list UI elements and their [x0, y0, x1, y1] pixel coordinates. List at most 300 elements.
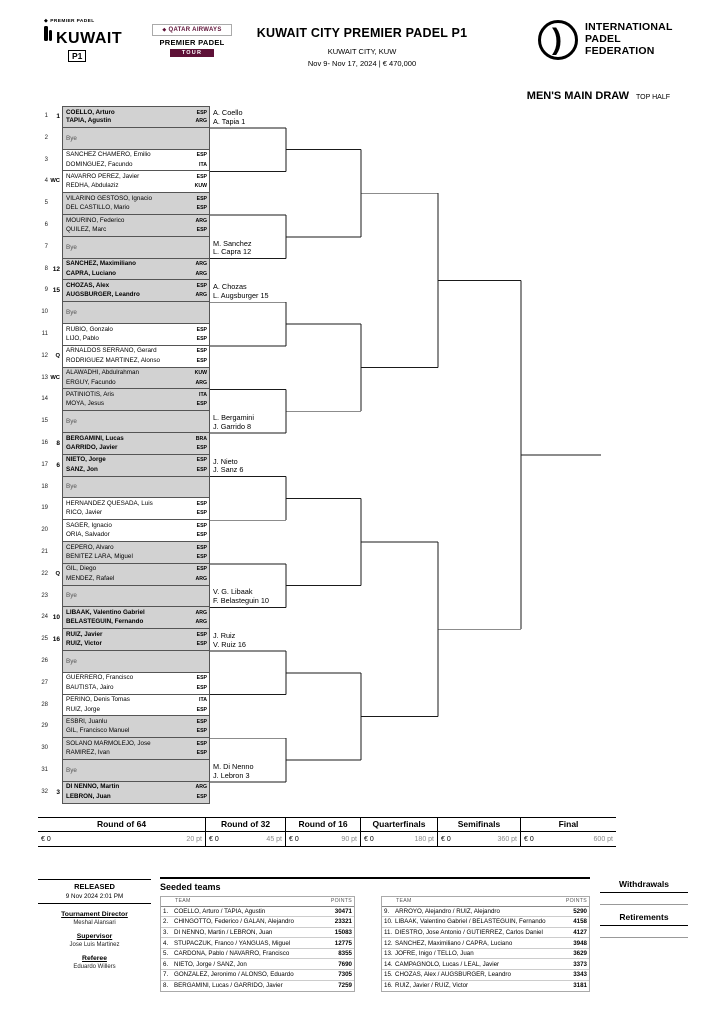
seeded-rank: 13.: [384, 950, 393, 958]
country-code: ARG: [195, 575, 207, 582]
official-role-title: Supervisor: [76, 933, 113, 940]
premier-padel-wordmark: PREMIER PADEL: [159, 38, 225, 47]
round-prize: € 0: [41, 835, 51, 843]
team-line: [63, 182, 209, 190]
seeded-team-row: [382, 981, 589, 992]
seeded-team: ARROYO, Alejandro / RUIZ, Alejandro: [395, 907, 500, 915]
team-box: [62, 498, 210, 520]
player-name: SANCHEZ, Maximiliano: [66, 260, 136, 268]
slot-seed: 1: [56, 113, 60, 120]
country-code: ARG: [195, 118, 207, 125]
official-role-title: Tournament Director: [61, 911, 128, 918]
slot-seed: 3: [56, 788, 60, 796]
team-line: [63, 226, 209, 234]
slot-seed: 6: [56, 461, 60, 469]
round-prize: € 0: [209, 835, 219, 843]
round-points: 180 pt: [414, 835, 434, 843]
team-line: [63, 151, 209, 159]
bracket-slot-22: [38, 564, 210, 586]
retirements-blank-line: [600, 926, 688, 938]
seeded-tables: [160, 896, 590, 992]
official-role: [38, 955, 151, 970]
team-line: [63, 400, 209, 408]
player-name: QUILEZ, Marc: [66, 226, 107, 234]
slot-entry-marker: WC: [50, 374, 60, 381]
country-code: ITA: [199, 697, 207, 704]
country-code: ARG: [195, 217, 207, 224]
player-name: DEL CASTILLO, Mario: [66, 204, 130, 212]
player-name: DI NENNO, Martin: [66, 783, 120, 791]
seeded-points: 3629: [573, 950, 587, 958]
seeded-team-row: [161, 959, 354, 970]
r32-winner-line2: F. Belasteguin 10: [213, 596, 269, 606]
fip-wordmark-line3: FEDERATION: [585, 44, 655, 57]
team-box: [62, 651, 210, 673]
team-line: [63, 706, 209, 714]
slot-position: 3: [44, 156, 48, 163]
country-code: ITA: [199, 161, 207, 168]
seeded-rank: 10.: [384, 918, 393, 926]
seeded-team-row: [161, 970, 354, 981]
player-name: RUIZ, Jorge: [66, 705, 100, 713]
player-name: REDHA, Abdulaziz: [66, 182, 119, 190]
seeded-team: CAMPAGNOLO, Lucas / LEAL, Javier: [395, 960, 500, 968]
team-line: [63, 522, 209, 530]
round-value: [286, 832, 361, 846]
country-code: ARG: [195, 784, 207, 791]
team-line: [63, 291, 209, 299]
country-code: ARG: [195, 379, 207, 386]
draw-title: MEN'S MAIN DRAW: [526, 90, 630, 102]
seeded-points: 8355: [338, 950, 352, 958]
bracket-slot-31: [38, 760, 210, 782]
slot-position: 13: [41, 374, 48, 381]
seeded-rank: 16.: [384, 982, 393, 990]
slot-entry-marker: Q: [55, 352, 60, 359]
qatar-airways-wordmark: QATAR AIRWAYS: [168, 27, 222, 33]
rounds-prize-table: [38, 817, 616, 847]
team-box: [62, 738, 210, 760]
round-value: [438, 832, 521, 846]
bracket-slot-7: [38, 237, 210, 259]
round-label: Round of 16: [286, 818, 361, 831]
seeded-points: 4127: [573, 928, 587, 936]
bye-label: Bye: [66, 483, 77, 491]
team-line: [63, 575, 209, 583]
slot-seed: 15: [52, 287, 60, 295]
player-name: RODRIGUEZ MARTINEZ, Alonso: [66, 356, 161, 364]
player-name: PATINIOTIS, Aris: [66, 390, 115, 398]
official-role-name: Meshal Alansari: [73, 920, 116, 926]
player-name: ORIA, Salvador: [66, 531, 110, 539]
country-code: BRA: [195, 435, 207, 442]
team-box: [62, 346, 210, 368]
officials-box: [38, 879, 151, 970]
bracket-slot-21: [38, 542, 210, 564]
r32-winner-line2: V. Ruiz 16: [213, 639, 246, 649]
country-code: ESP: [196, 445, 207, 452]
team-box: [62, 150, 210, 172]
round-points: 20 pt: [186, 835, 202, 843]
player-name: GARRIDO, Javier: [66, 444, 118, 452]
bracket-slot-27: [38, 673, 210, 695]
round-value: [38, 832, 206, 846]
team-box: [62, 520, 210, 542]
country-code: ESP: [196, 466, 207, 473]
team-line: [63, 565, 209, 573]
r32-winner-label: [213, 109, 288, 127]
seeded-points: 3343: [573, 971, 587, 979]
r32-winner-line1: V. G. Libaak: [213, 587, 253, 597]
seeded-rank: 4.: [163, 939, 169, 947]
country-code: ARG: [195, 292, 207, 299]
official-role-name: Jose Luis Martinez: [69, 942, 120, 948]
official-role-title: Referee: [82, 955, 107, 962]
team-box: [62, 782, 210, 804]
seeded-team-row: [382, 907, 589, 918]
seeded-rank: 5.: [163, 950, 169, 958]
slot-entry-marker: WC: [50, 178, 60, 185]
r32-winner-label: [213, 414, 288, 432]
seeded-points: 12775: [334, 939, 352, 947]
country-code: ARG: [195, 270, 207, 277]
player-name: VILARIÑO GESTOSO, Ignacio: [66, 194, 152, 202]
r32-winner-line1: J. Nieto: [213, 456, 238, 466]
slot-position: 30: [41, 745, 48, 752]
slot-position: 26: [41, 658, 48, 664]
team-line: [63, 718, 209, 726]
team-line: [63, 117, 209, 125]
official-role-name: Eduardo Willers: [73, 964, 116, 970]
seeded-rank: 14.: [384, 960, 393, 968]
seeded-rank: 3.: [163, 928, 169, 936]
seeded-team-row: [382, 938, 589, 949]
team-box: [62, 280, 210, 302]
kuwait-p1-logo: [44, 18, 122, 64]
bracket-slot-24: [38, 607, 210, 629]
bracket-slot-14: [38, 389, 210, 411]
team-box: [62, 237, 210, 259]
team-line: [63, 783, 209, 791]
bye-label: Bye: [66, 766, 77, 774]
country-code: KUW: [194, 370, 207, 377]
team-box: [62, 411, 210, 433]
player-name: SOLANO MARMOLEJO, Jose: [66, 739, 151, 747]
team-box: [62, 673, 210, 695]
team-line: [63, 531, 209, 539]
country-code: ESP: [196, 326, 207, 333]
seeded-team: DIESTRO, Jose Antonio / GUTIERREZ, Carlos Daniel: [395, 928, 543, 936]
seeded-team: CHOZAS, Alex / AUGSBURGER, Leandro: [395, 971, 511, 979]
bracket-slot-9: [38, 280, 210, 302]
draw-section-label: [527, 90, 670, 102]
bracket-slot-19: [38, 498, 210, 520]
seeded-points: 30471: [334, 907, 352, 915]
bracket-slot-6: [38, 215, 210, 237]
round-points: 90 pt: [341, 835, 357, 843]
slot-seed: 12: [52, 265, 60, 273]
seeded-table-9-16: [381, 896, 590, 992]
player-name: AUGSBURGER, Leandro: [66, 291, 140, 299]
bracket-slot-29: [38, 716, 210, 738]
bracket-slot-23: [38, 586, 210, 608]
slot-position: 27: [41, 679, 48, 686]
r32-winner-line1: A. Coello: [213, 107, 243, 117]
player-name: BENITEZ LARA, Miguel: [66, 553, 133, 561]
team-line: [63, 674, 209, 682]
tournament-title: KUWAIT CITY PREMIER PADEL P1: [256, 26, 468, 40]
country-code: ESP: [196, 740, 207, 747]
country-code: ESP: [196, 793, 207, 800]
round-label: Round of 32: [206, 818, 286, 831]
team-box: [62, 716, 210, 738]
slot-position: 6: [44, 222, 48, 228]
bye-label: Bye: [66, 134, 77, 142]
player-name: MOYA, Jesus: [66, 400, 105, 408]
player-name: LEBRON, Juan: [66, 792, 111, 800]
team-line: [63, 435, 209, 443]
r32-winner-label: [213, 763, 288, 781]
slot-position: 24: [41, 614, 48, 621]
bracket-slot-3: [38, 150, 210, 172]
bracket-slot-5: [38, 193, 210, 215]
seeded-team: NIETO, Jorge / SANZ, Jon: [174, 960, 247, 968]
team-line: [63, 109, 209, 117]
r32-winner-label: [213, 632, 288, 650]
player-name: PERINO, Denis Tomas: [66, 696, 130, 704]
slot-position: 1: [44, 113, 48, 119]
player-name: COELLO, Arturo: [66, 108, 115, 116]
round-points: 45 pt: [266, 835, 282, 843]
seeded-points: 4158: [573, 918, 587, 926]
team-line: [63, 793, 209, 801]
team-line: [63, 749, 209, 757]
bracket-slot-30: [38, 738, 210, 760]
kuwait-wordmark: KUWAIT: [56, 30, 123, 47]
bracket-slot-15: [38, 411, 210, 433]
country-code: ESP: [196, 336, 207, 343]
seeded-points: 15083: [334, 928, 352, 936]
r32-winner-line2: J. Lebron 3: [213, 770, 250, 780]
bye-label: Bye: [66, 309, 77, 317]
seeded-team: RUIZ, Javier / RUIZ, Victor: [395, 982, 469, 990]
slot-position: 2: [44, 134, 48, 141]
team-line: [63, 509, 209, 517]
country-code: ESP: [196, 227, 207, 234]
slot-position: 19: [41, 505, 48, 512]
country-code: KUW: [194, 183, 207, 190]
seeded-team-row: [382, 959, 589, 970]
seeded-points: 7305: [338, 971, 352, 979]
country-code: ITA: [199, 391, 207, 398]
country-code: ESP: [196, 510, 207, 517]
team-line: [63, 204, 209, 212]
seeded-team-row: [161, 928, 354, 939]
slot-position: 9: [44, 287, 48, 294]
player-name: BERGAMINI, Lucas: [66, 434, 124, 442]
team-line: [63, 740, 209, 748]
country-code: ESP: [196, 195, 207, 202]
player-name: LIJO, Pablo: [66, 335, 99, 343]
country-code: ESP: [196, 522, 207, 529]
round-value: [206, 832, 286, 846]
seeded-team: SANCHEZ, Maximiliano / CAPRA, Luciano: [395, 939, 513, 947]
team-box: [62, 368, 210, 390]
seeded-rank: 11.: [384, 928, 393, 936]
bracket-slot-13: [38, 368, 210, 390]
player-name: CEPERO, Alvaro: [66, 543, 114, 551]
player-name: DOMINGUEZ, Facundo: [66, 160, 133, 168]
seeded-team-row: [161, 917, 354, 928]
r32-winner-line1: A. Chozas: [213, 282, 247, 292]
tournament-title-block: [242, 26, 482, 68]
p1-tier-badge: P1: [68, 50, 86, 62]
slot-seed: 16: [52, 636, 60, 644]
team-line: [63, 553, 209, 561]
seeded-col-points: POINTS: [565, 898, 587, 905]
team-line: [63, 618, 209, 626]
team-line: [63, 369, 209, 377]
seeded-col-team: TEAM: [396, 898, 412, 905]
qatar-airways-tour-logo: [152, 24, 232, 57]
country-code: ARG: [195, 619, 207, 626]
bracket-slot-2: [38, 128, 210, 150]
slot-position: 4: [44, 178, 48, 185]
slot-position: 15: [41, 418, 48, 425]
country-code: ESP: [196, 544, 207, 551]
tournament-location: KUWAIT CITY, KUW: [327, 47, 397, 56]
team-box: [62, 542, 210, 564]
slot-seed: 8: [56, 440, 60, 447]
bracket-slot-26: [38, 651, 210, 673]
slot-position: 29: [41, 723, 48, 730]
player-name: MENDEZ, Rafael: [66, 574, 115, 582]
bracket-slot-10: [38, 302, 210, 324]
team-line: [63, 466, 209, 474]
bracket-slot-12: [38, 346, 210, 368]
player-name: SAGER, Ignacio: [66, 521, 112, 529]
fip-circle-icon: ): [538, 20, 578, 60]
withdrawals-blank-line: [600, 893, 688, 905]
r32-winner-line2: A. Tapia 1: [213, 116, 246, 126]
seeded-col-team: TEAM: [175, 898, 191, 905]
seeded-team-row: [382, 917, 589, 928]
player-name: SANZ, Jon: [66, 465, 98, 473]
r32-winner-line2: L. Augsburger 15: [213, 290, 269, 300]
slot-entry-marker: Q: [55, 570, 60, 577]
team-box: [62, 433, 210, 455]
slot-position: 31: [41, 767, 48, 773]
round-label: Final: [558, 819, 579, 829]
r32-winner-line1: M. Di Nenno: [213, 761, 254, 771]
slot-position: 16: [41, 440, 48, 446]
bracket-slot-17: [38, 455, 210, 477]
slot-position: 10: [41, 309, 48, 316]
withdrawals-retirements: [600, 877, 688, 943]
slot-position: 5: [44, 200, 48, 207]
team-line: [63, 631, 209, 639]
retirements-title: Retirements: [619, 912, 669, 922]
player-name: GUERRERO, Francisco: [66, 674, 134, 682]
r32-winner-line1: M. Sanchez: [213, 238, 252, 248]
seeded-teams-title: Seeded teams: [160, 877, 590, 896]
seeded-col-points: POINTS: [330, 898, 352, 905]
team-line: [63, 696, 209, 704]
team-box: [62, 455, 210, 477]
player-name: NIETO, Jorge: [66, 456, 106, 464]
fip-wordmark: [585, 22, 673, 57]
seeded-team: CARDONA, Pablo / NAVARRO, Francisco: [174, 950, 290, 958]
bye-label: Bye: [66, 657, 77, 665]
team-line: [63, 173, 209, 181]
draw-half-label: TOP HALF: [636, 94, 670, 101]
seeded-table-header: [161, 897, 354, 907]
tour-badge: TOUR: [170, 49, 214, 57]
team-box: [62, 389, 210, 411]
seeded-teams-section: [160, 877, 590, 992]
bracket-slot-16: [38, 433, 210, 455]
country-code: ESP: [196, 401, 207, 408]
bye-label: Bye: [66, 592, 77, 600]
team-line: [63, 640, 209, 648]
seeded-points: 5290: [573, 907, 587, 915]
country-code: ESP: [196, 718, 207, 725]
seeded-team-row: [161, 938, 354, 949]
country-code: ESP: [196, 109, 207, 116]
player-name: HERNANDEZ QUESADA, Luis: [66, 499, 153, 507]
team-line: [63, 270, 209, 278]
slot-position: 20: [41, 527, 48, 534]
slot-position: 14: [41, 396, 48, 403]
team-box: [62, 324, 210, 346]
released-timestamp: 9 Nov 2024 2:01 PM: [38, 892, 151, 904]
round-prize: € 0: [364, 835, 374, 843]
country-code: ESP: [196, 532, 207, 539]
slot-position: 8: [44, 265, 48, 272]
bracket-slot-11: [38, 324, 210, 346]
player-name: LIBAAK, Valentino Gabriel: [66, 608, 145, 616]
bracket-slot-32: [38, 782, 210, 804]
bracket-slot-4: [38, 171, 210, 193]
player-name: GIL, Francisco Manuel: [66, 727, 130, 735]
bracket-slot-18: [38, 477, 210, 499]
slot-seed: 10: [52, 614, 60, 622]
seeded-team: CHINGOTTO, Federico / GALAN, Alejandro: [174, 918, 294, 926]
round-value: [361, 832, 438, 846]
seeded-team: LIBAAK, Valentino Gabriel / BELASTEGUIN, Fernando: [395, 918, 546, 926]
country-code: ESP: [196, 205, 207, 212]
seeded-team-row: [161, 981, 354, 992]
player-name: RUBIO, Gonzalo: [66, 325, 113, 333]
team-line: [63, 357, 209, 365]
rounds-value-row: [38, 832, 616, 846]
r32-winner-line1: J. Ruiz: [213, 631, 236, 640]
country-code: ESP: [196, 684, 207, 691]
player-name: RICO, Javier: [66, 509, 103, 517]
slot-position: 21: [41, 549, 48, 555]
team-line: [63, 195, 209, 203]
official-role: [38, 911, 151, 926]
seeded-team: COELLO, Arturo / TAPIA, Agustin: [174, 907, 266, 915]
team-box: [62, 302, 210, 324]
country-code: ESP: [196, 500, 207, 507]
country-code: ESP: [196, 750, 207, 757]
player-name: NAVARRO PEREZ, Javier: [66, 172, 140, 180]
seeded-team: DI NENNO, Martin / LEBRON, Juan: [174, 928, 273, 936]
seeded-team: GONZALEZ, Jeronimo / ALONSO, Eduardo: [174, 971, 294, 979]
team-line: [63, 609, 209, 617]
team-line: [63, 161, 209, 169]
